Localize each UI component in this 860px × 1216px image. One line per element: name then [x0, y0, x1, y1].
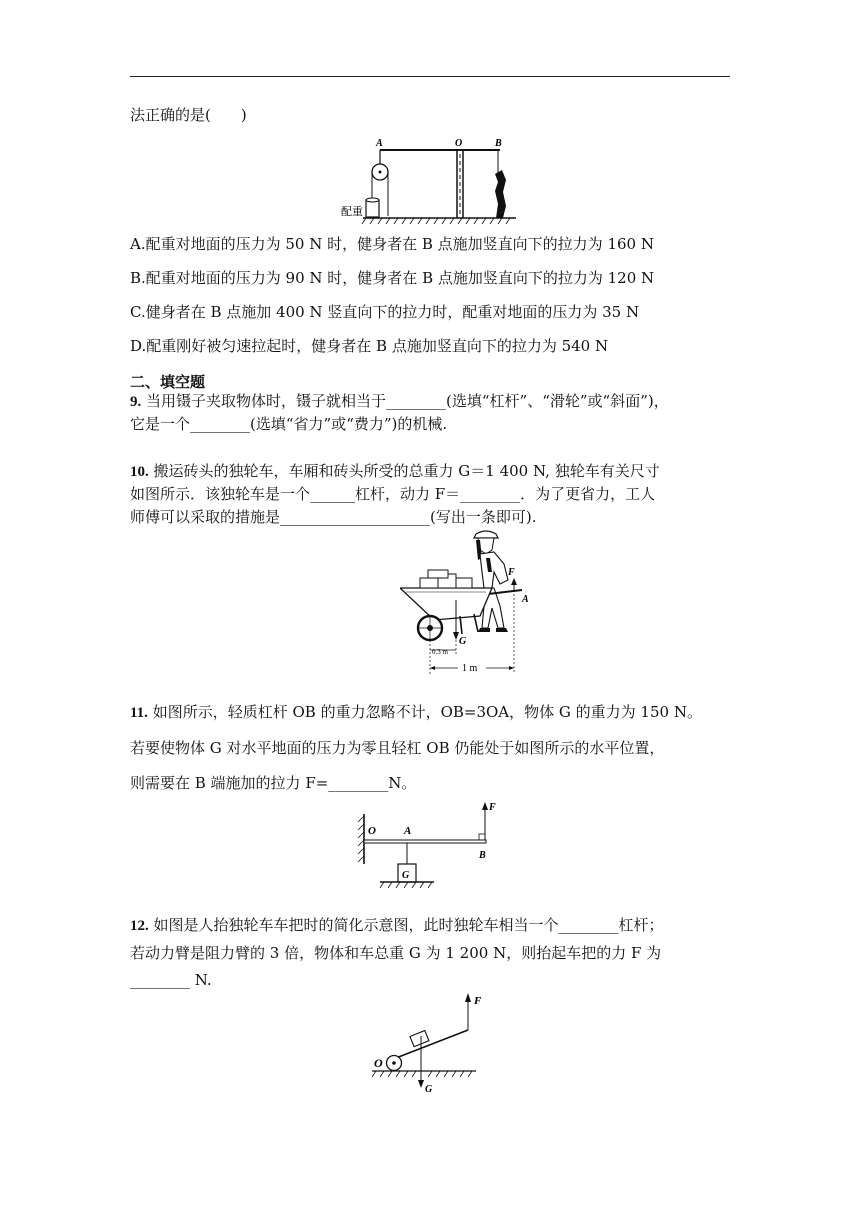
q8-option-c: C.健身者在 B 点施加 400 N 竖直向下的拉力时，配重对地面的压力为 35 N	[130, 303, 640, 321]
q9-line1	[130, 393, 669, 411]
q10-line1	[130, 463, 660, 481]
q10-text-line2: 如图所示．该独轮车是一个______杠杆，动力 F＝________．为了更省力，工人	[130, 485, 656, 503]
q10-dim-small: 0.3 m	[432, 648, 448, 656]
q8-label-o: O	[455, 138, 463, 149]
q12-line1	[130, 917, 664, 935]
q12-text-line3: ________ N.	[130, 971, 212, 989]
q12-label-g: G	[425, 1084, 433, 1095]
q10-label-a: A	[522, 594, 529, 605]
q10-number: 10.	[130, 464, 149, 480]
q8-label-b: B	[495, 138, 502, 149]
q12-text-line2: 若动力臂是阻力臂的 3 倍，物体和车总重 G 为 1 200 N，则抬起车把的力 F 为	[130, 944, 662, 962]
q10-text-line1: 搬运砖头的独轮车，车厢和砖头所受的总重力 G＝1 400 N, 独轮车有关尺寸	[153, 462, 660, 480]
q11-label-f: F	[489, 802, 496, 813]
q11-line1	[130, 704, 702, 722]
q11-number: 11.	[130, 705, 148, 721]
q8-option-d: D.配重刚好被匀速拉起时，健身者在 B 点施加竖直向下的拉力为 540 N	[130, 337, 609, 355]
section-title-fill-blank: 二、填空题	[130, 373, 206, 391]
q11-lever-figure	[350, 800, 500, 892]
q10-label-g: G	[459, 636, 467, 647]
q11-label-o: O	[368, 825, 376, 837]
q10-dim-large: 1 m	[462, 663, 478, 674]
q9-number: 9.	[130, 394, 142, 410]
q8-stem-tail: 法正确的是( )	[130, 106, 247, 124]
q12-number: 12.	[130, 918, 149, 934]
q12-text-line1: 如图是人抬独轮车车把时的简化示意图，此时独轮车相当一个________杠杆；	[153, 916, 664, 934]
q8-label-counterweight: 配重	[341, 205, 363, 218]
q10-label-f: F	[508, 567, 515, 578]
q8-option-b: B.配重对地面的压力为 90 N 时，健身者在 B 点施加竖直向下的拉力为 120 N	[130, 269, 655, 287]
q10-wheelbarrow-figure	[400, 528, 540, 683]
q9-text-line1: 当用镊子夹取物体时，镊子就相当于________(选填“杠杆”、“滑轮”或“斜面”)，	[146, 392, 669, 410]
q8-option-a: A.配重对地面的压力为 50 N 时，健身者在 B 点施加竖直向下的拉力为 160 N	[130, 235, 654, 253]
q8-label-a: A	[376, 138, 383, 149]
q11-text-line2: 若要使物体 G 对水平地面的压力为零且轻杠 OB 仍能处于如图所示的水平位置，	[130, 739, 665, 757]
q11-text-line1: 如图所示，轻质杠杆 OB 的重力忽略不计，OB=3OA，物体 G 的重力为 150 N。	[152, 703, 702, 721]
header-rule	[130, 76, 730, 77]
q12-wheelbarrow-diagram	[368, 988, 498, 1096]
q10-text-line3: 师傅可以采取的措施是____________________(写出一条即可).	[130, 508, 537, 526]
q11-text-line3: 则需要在 B 端施加的拉力 F=________N。	[130, 774, 417, 792]
q11-label-a: A	[404, 825, 412, 837]
q12-label-o: O	[374, 1056, 383, 1070]
q9-text-line2: 它是一个________(选填“省力”或“费力”)的机械.	[130, 415, 448, 433]
q12-label-f: F	[474, 995, 482, 1007]
q8-gym-figure	[338, 136, 523, 226]
q11-label-g: G	[402, 870, 410, 881]
q11-label-b: B	[479, 850, 486, 861]
